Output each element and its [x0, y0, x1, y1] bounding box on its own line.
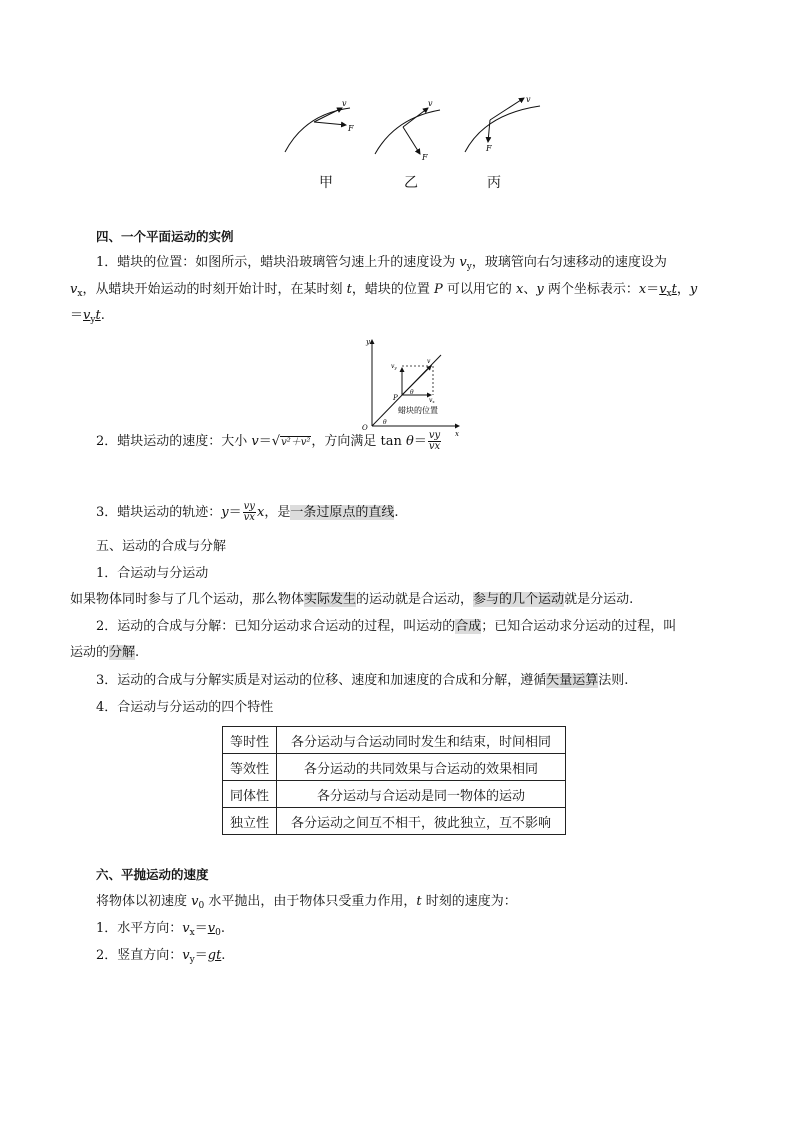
- s5-paragraph-2: 如果物体同时参与了几个运动，那么物体实际发生的运动就是合运动，参与的几个运动就是分运动.: [70, 592, 634, 607]
- origin-label: O: [362, 424, 368, 432]
- label-F-jia: F: [348, 124, 354, 133]
- y-axis-label: y: [366, 338, 370, 346]
- force-arrow-jia: [314, 122, 346, 125]
- velocity-arrow-jia: [314, 108, 342, 122]
- s5-paragraph-5: 4．合运动与分运动的四个特性: [96, 700, 274, 715]
- curvilinear-motion-figure: [280, 94, 550, 164]
- table-row: [223, 754, 566, 781]
- section-6-heading: 六、平抛运动的速度: [96, 867, 209, 882]
- property-name: 等效性: [223, 754, 277, 781]
- table-row: [223, 727, 566, 754]
- figure-label-bing: 丙: [487, 175, 501, 191]
- s6-paragraph-1: 将物体以初速度 $v_0$ 水平抛出，由于物体只受重力作用，t 时刻的速度为：: [96, 894, 517, 911]
- wax-block-diagram: [355, 334, 465, 440]
- curves-svg: [280, 94, 550, 164]
- figure-label-yi: 乙: [404, 175, 418, 191]
- v-arrow: [402, 366, 431, 395]
- tan-fraction: $\frac{vy}{vx}$: [428, 430, 441, 452]
- s4-paragraph-1-line-2: $v_x$，从蜡块开始运动的时刻开始计时，在某时刻 t，蜡块的位置 P 可以用它的 x、y 两个坐标表示：$x=v_xt$，y: [70, 282, 698, 299]
- trajectory-yi: [375, 110, 440, 154]
- s4-paragraph-2: 2．蜡块运动的速度：大小 v＝√v²＋v²，方向满足 tan θ＝ $\frac{vy}{vx}$: [96, 430, 441, 452]
- theta-label-top: θ: [410, 389, 414, 396]
- property-desc: 各分运动与合运动同时发生和结束，时间相同: [277, 727, 566, 754]
- s5-paragraph-4: 3．运动的合成与分解实质是对运动的位移、速度和加速度的合成和分解，遵循矢量运算法则.: [96, 673, 629, 688]
- force-arrow-yi: [403, 127, 420, 154]
- label-F-yi: F: [422, 153, 428, 162]
- property-desc: 各分运动的共同效果与合运动的效果相同: [277, 754, 566, 781]
- s5-paragraph-3-line-1: 2．运动的合成与分解：已知分运动求合运动的过程，叫运动的合成；已知合运动求分运动的过程，叫: [96, 619, 677, 634]
- s5-paragraph-3-line-2: 运动的分解.: [70, 645, 140, 660]
- s6-paragraph-3: 2．竖直方向：$v_y=gt$.: [96, 948, 226, 965]
- label-v-yi: v: [428, 99, 433, 108]
- s4-paragraph-1-line-3: $=v_yt$.: [70, 308, 105, 325]
- trajectory-fraction: $\frac{vy}{vx}$: [243, 501, 255, 523]
- v-label: v: [427, 358, 431, 365]
- trajectory-bing: [465, 106, 540, 152]
- trajectory-jia: [285, 108, 350, 152]
- label-F-bing: F: [486, 144, 492, 153]
- property-name: 等时性: [223, 727, 277, 754]
- figure-label-jia: 甲: [319, 175, 333, 191]
- label-v-bing: v: [526, 95, 531, 104]
- label-v-jia: v: [342, 99, 347, 108]
- property-name: 同体性: [223, 781, 277, 808]
- table-row: [223, 808, 566, 835]
- section-4-heading: 四、一个平面运动的实例: [96, 229, 234, 244]
- diagram-caption: 蜡块的位置: [398, 406, 438, 415]
- property-desc: 各分运动之间互不相干，彼此独立，互不影响: [277, 808, 566, 835]
- x-axis-label: x: [455, 430, 459, 438]
- section-5-heading: 五、运动的合成与分解: [96, 539, 227, 554]
- theta-label-bottom: θ: [383, 419, 387, 426]
- velocity-arrow-bing: [490, 98, 524, 120]
- property-name: 独立性: [223, 808, 277, 835]
- s6-paragraph-2: 1．水平方向：$v_x=v_0$.: [96, 921, 225, 938]
- motion-properties-table: [222, 726, 566, 835]
- s4-paragraph-1-line-1: 1．蜡块的位置：如图所示，蜡块沿玻璃管匀速上升的速度设为 $v_y$，玻璃管向右匀速移动的速度设为: [96, 255, 667, 272]
- property-desc: 各分运动与合运动是同一物体的运动: [277, 781, 566, 808]
- vx-label: vx: [429, 397, 435, 404]
- vy-label: vy: [391, 363, 397, 370]
- point-P-label: P: [393, 394, 398, 402]
- table-row: [223, 781, 566, 808]
- s4-paragraph-3: 3．蜡块运动的轨迹：y＝ $\frac{vy}{vx}$ x，是一条过原点的直线.: [96, 501, 399, 523]
- velocity-arrow-yi: [403, 108, 428, 127]
- s5-paragraph-1: 1．合运动与分运动: [96, 566, 209, 581]
- force-arrow-bing: [488, 120, 490, 142]
